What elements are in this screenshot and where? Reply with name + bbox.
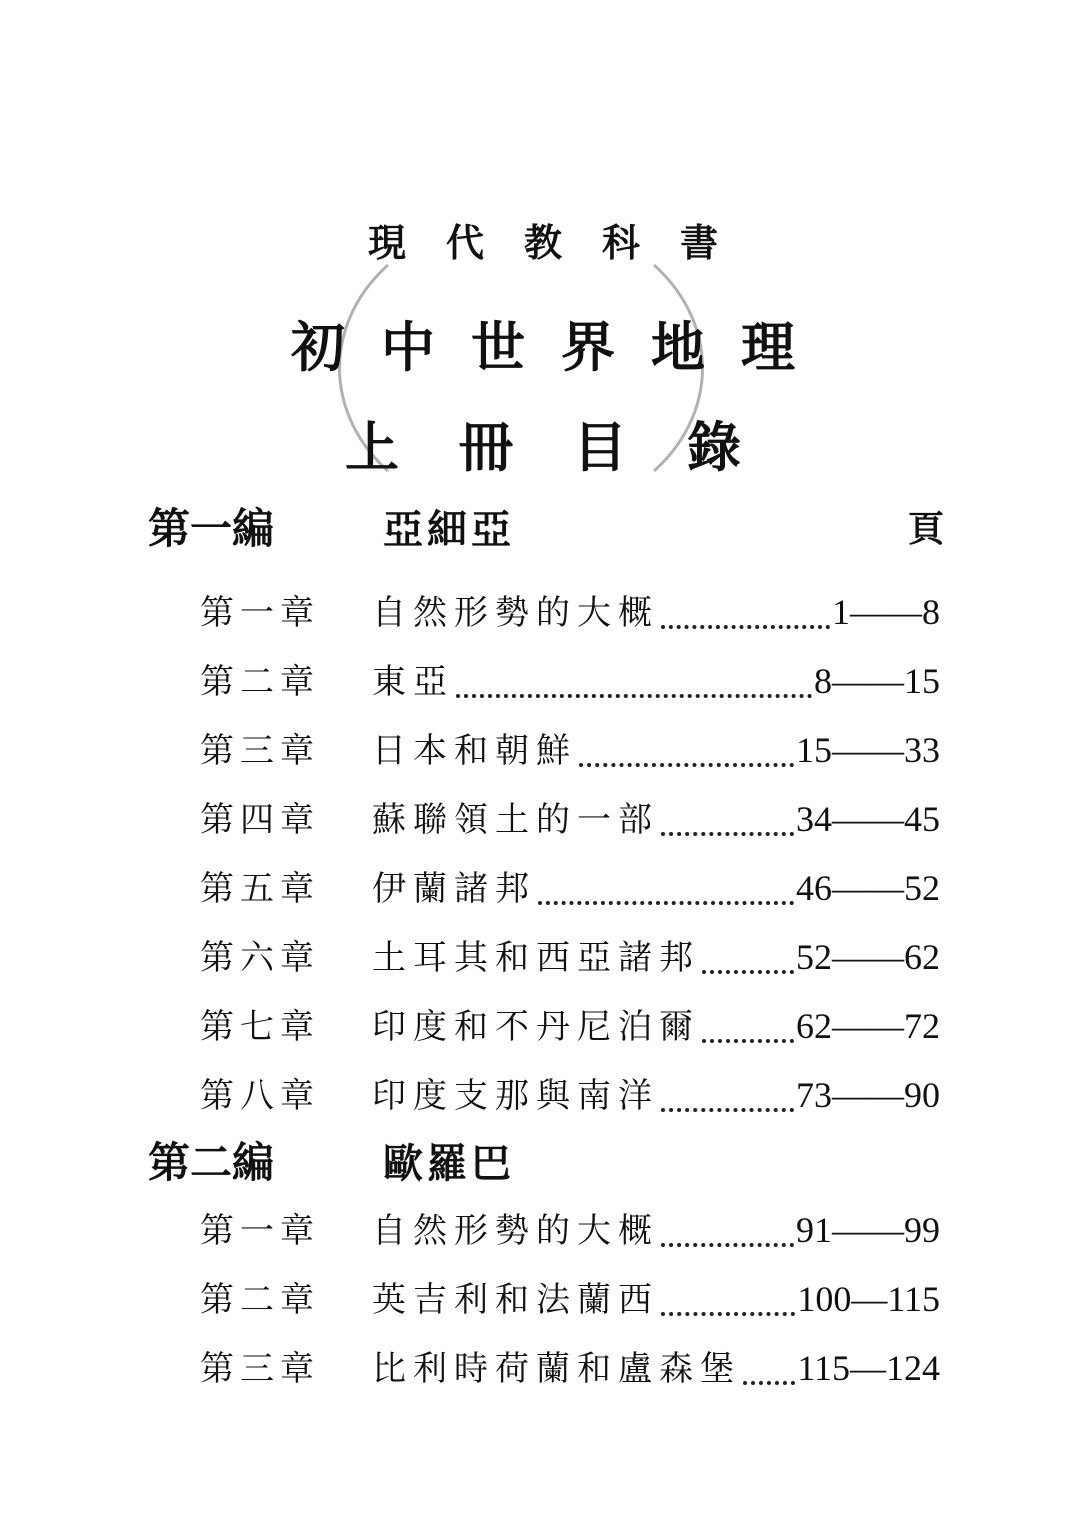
chapter-name: 比利時荷蘭和盧森堡 [372, 1349, 741, 1389]
chapter-number: 第四章 [200, 800, 320, 840]
chapter-number: 第五章 [200, 869, 320, 909]
page-range: 62——72 [796, 1006, 940, 1046]
toc-entry[interactable] [200, 585, 940, 635]
toc-entry[interactable] [200, 1068, 940, 1118]
page-range: 52——62 [796, 937, 940, 977]
toc-entry[interactable] [200, 930, 940, 980]
page-range: 8——15 [814, 661, 940, 701]
chapter-name: 東亞 [372, 662, 454, 702]
toc-entry[interactable] [200, 723, 940, 773]
chapter-number: 第六章 [200, 938, 320, 978]
part-number: 第一編 [148, 504, 275, 553]
page-column-label: 頁 [907, 507, 944, 550]
part-name: 歐羅巴 [383, 1139, 515, 1187]
chapter-name: 自然形勢的大概 [372, 593, 659, 633]
page-range: 1——8 [832, 592, 940, 632]
part-name: 亞細亞 [383, 505, 515, 553]
part-heading [148, 496, 948, 556]
dot-leader [743, 1381, 795, 1385]
series-title: 現代教科書 [367, 220, 758, 265]
chapter-number: 第三章 [200, 731, 320, 771]
book-title: 初中世界地理 [291, 315, 831, 379]
part-heading [148, 1130, 948, 1190]
chapter-number: 第三章 [200, 1349, 320, 1389]
toc-heading: 上冊目錄 [345, 415, 801, 479]
chapter-name: 土耳其和西亞諸邦 [372, 938, 700, 978]
dot-leader [702, 1039, 794, 1043]
part-number: 第二編 [148, 1138, 275, 1187]
chapter-name: 蘇聯領土的一部 [372, 800, 659, 840]
chapter-number: 第二章 [200, 1280, 320, 1320]
toc-entry[interactable] [200, 1341, 940, 1391]
page-range: 73——90 [796, 1075, 940, 1115]
chapter-name: 英吉利和法蘭西 [372, 1280, 659, 1320]
chapter-number: 第八章 [200, 1076, 320, 1116]
toc-entry[interactable] [200, 792, 940, 842]
toc-entry[interactable] [200, 654, 940, 704]
dot-leader [702, 970, 794, 974]
chapter-name: 日本和朝鮮 [372, 731, 577, 771]
dot-leader [661, 1312, 795, 1316]
page-range: 115—124 [797, 1348, 940, 1388]
dot-leader [661, 1108, 794, 1112]
dot-leader [661, 625, 830, 629]
chapter-name: 伊蘭諸邦 [372, 869, 536, 909]
page-range: 100—115 [797, 1279, 940, 1319]
chapter-number: 第二章 [200, 662, 320, 702]
chapter-name: 印度支那與南洋 [372, 1076, 659, 1116]
page-range: 91——99 [796, 1210, 940, 1250]
toc-entry[interactable] [200, 1272, 940, 1322]
dot-leader [661, 832, 794, 836]
page-range: 46——52 [796, 868, 940, 908]
page-range: 15——33 [796, 730, 940, 770]
dot-leader [456, 694, 812, 698]
chapter-name: 自然形勢的大概 [372, 1211, 659, 1251]
dot-leader [661, 1243, 794, 1247]
toc-entry[interactable] [200, 999, 940, 1049]
dot-leader [579, 763, 794, 767]
chapter-number: 第七章 [200, 1007, 320, 1047]
page-range: 34——45 [796, 799, 940, 839]
chapter-number: 第一章 [200, 1211, 320, 1251]
toc-entry[interactable] [200, 861, 940, 911]
toc-entry[interactable] [200, 1203, 940, 1253]
chapter-number: 第一章 [200, 593, 320, 633]
dot-leader [538, 901, 794, 905]
chapter-name: 印度和不丹尼泊爾 [372, 1007, 700, 1047]
